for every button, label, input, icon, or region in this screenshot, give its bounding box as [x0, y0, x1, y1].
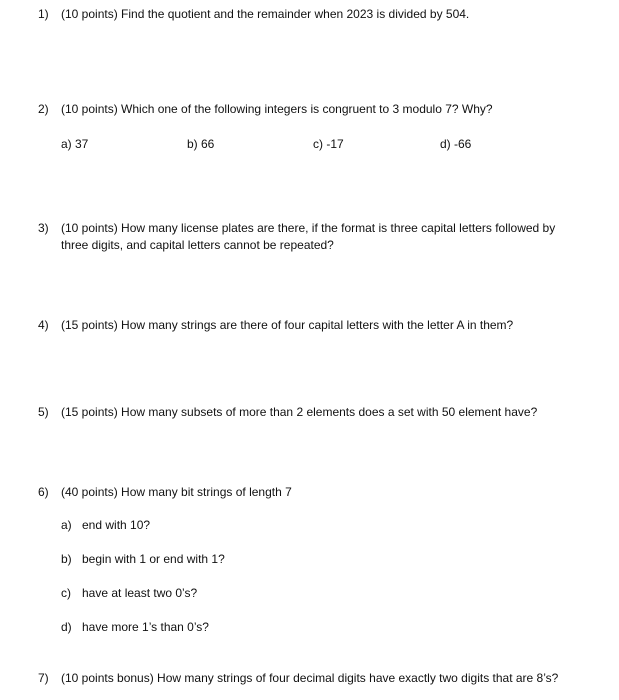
question-6-part-d: [61, 619, 209, 636]
question-number: 3): [38, 221, 49, 235]
question-6: [38, 484, 578, 501]
question-number: 1): [38, 7, 49, 21]
question-text: (10 points) Which one of the following integers is congruent to 3 modulo 7? Why?: [61, 102, 493, 116]
question-6-part-c: [61, 585, 197, 602]
question-number: 2): [38, 102, 49, 116]
question-4: [38, 317, 578, 334]
part-letter: a): [61, 518, 72, 532]
choice-b: b) 66: [187, 137, 215, 151]
part-letter: b): [61, 552, 72, 566]
question-7: [38, 670, 578, 687]
question-1: [38, 6, 578, 23]
question-number: 4): [38, 318, 49, 332]
part-letter: c): [61, 586, 71, 600]
question-text: (10 points) How many license plates are there, if the format is three capital letters followed by three digits, and capital letters cannot be repeated?: [61, 221, 556, 252]
choice-a: a) 37: [61, 137, 89, 151]
question-3: [38, 220, 578, 254]
question-6-part-b: [61, 551, 225, 568]
question-5: [38, 404, 578, 421]
part-text: have more 1’s than 0’s?: [82, 620, 209, 634]
question-text: (10 points) Find the quotient and the remainder when 2023 is divided by 504.: [61, 7, 470, 21]
choice-c: c) -17: [313, 137, 344, 151]
question-number: 5): [38, 405, 49, 419]
question-2-choices: [61, 136, 541, 153]
question-number: 6): [38, 485, 49, 499]
part-text: begin with 1 or end with 1?: [82, 552, 225, 566]
part-text: have at least two 0’s?: [82, 586, 198, 600]
question-text: (15 points) How many subsets of more than 2 elements does a set with 50 element have?: [61, 405, 538, 419]
question-text: (40 points) How many bit strings of length 7: [61, 485, 292, 499]
question-text: (10 points bonus) How many strings of four decimal digits have exactly two digits that are 8’s?: [61, 671, 559, 685]
question-number: 7): [38, 671, 49, 685]
choice-d: d) -66: [440, 137, 472, 151]
part-text: end with 10?: [82, 518, 151, 532]
question-2: [38, 101, 578, 118]
part-letter: d): [61, 620, 72, 634]
question-text: (15 points) How many strings are there of four capital letters with the letter A in them?: [61, 318, 514, 332]
question-6-part-a: [61, 517, 150, 534]
